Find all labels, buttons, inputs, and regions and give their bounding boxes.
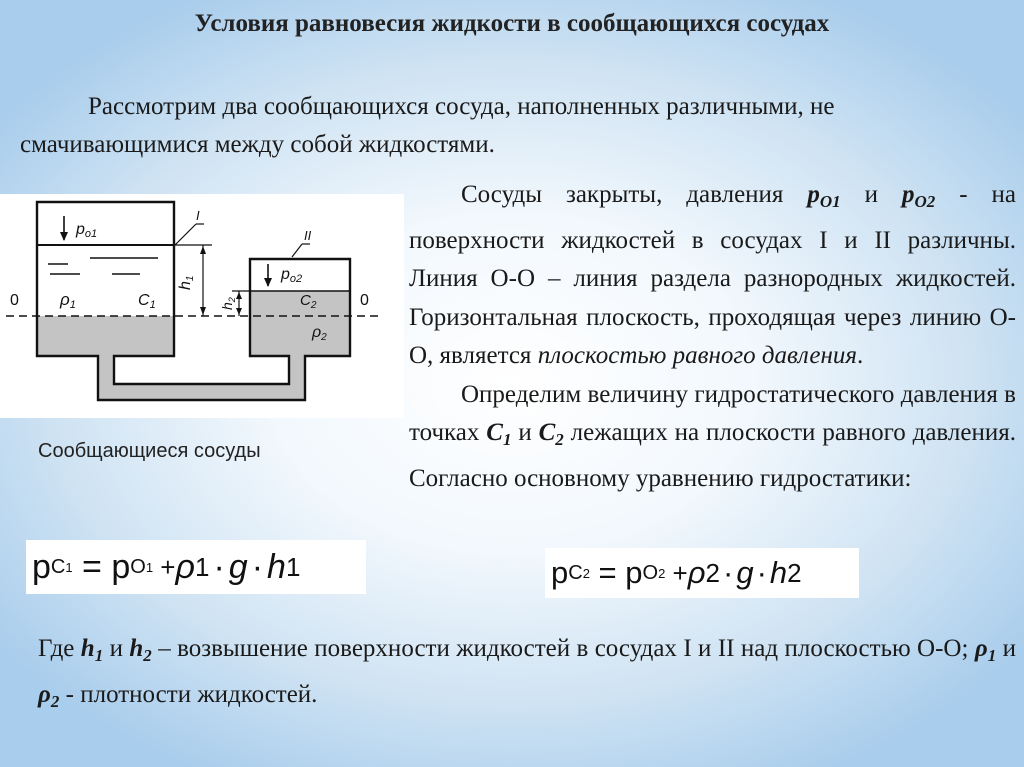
diagram-caption: Сообщающиеся сосуды [38, 440, 261, 462]
connecting-pipe-fill [98, 356, 305, 400]
p02-label: pо2 [281, 266, 303, 285]
intro-paragraph: Рассмотрим два сообщающихся сосуда, наполненных различными, не смачивающимися между собой жидкостями. [20, 93, 835, 158]
zero-left-label: 0 [10, 292, 19, 309]
communicating-vessels-diagram [0, 194, 404, 418]
slide-title: Условия равновесия жидкости в сообщающихся сосудах [194, 10, 830, 37]
equal-pressure-term: плоскостью равного давления [537, 342, 858, 369]
paragraph-vessels: Сосуды закрыты, давления $р_{O1}$ и $р_{O2}$ - на поверхности жидкостей в сосудах I и II различны. Линия О-О – линия раздела разнородных жидкостей. Горизонтальная плоскость, проходящая через линию О-О, является плоскостью равного давления. [409, 181, 1017, 369]
h2-label: $h_2$ [219, 297, 237, 310]
p01-label: pо1 [76, 221, 98, 240]
c2-label: $C_2$ [300, 292, 317, 311]
rho2-label: ρ2 [312, 324, 327, 343]
vessel1-label: I [196, 208, 200, 223]
formula-c2: p C 2 = p O 2 + ρ 2 · g · h 2 [545, 548, 859, 598]
explanation-text [409, 176, 1016, 498]
rho1-label: ρ1 [60, 290, 76, 311]
paragraph-points: Определим величину гидростатического давления в точках $C_1$ и $C_2$ лежащих на плоскости равного давления. Согласно основному уравнению гидростатики: [409, 380, 1016, 492]
formula-c1: p C 1 = p O 1 + ρ 1 · g · h 1 [26, 540, 366, 594]
c1-label: C1 [138, 292, 156, 311]
h1-label: h1 [177, 275, 196, 290]
footer-paragraph: Где $h_1$ и $h_2$ – возвышение поверхности жидкостей в сосудах I и II над плоскостью О-О; $\rho_1$ и $\rho_2$ - плотности жидкостей. [38, 635, 1016, 711]
zero-right-label: 0 [360, 292, 369, 309]
vessel2-label: II [304, 228, 312, 243]
vessel1-liquid [37, 316, 174, 356]
